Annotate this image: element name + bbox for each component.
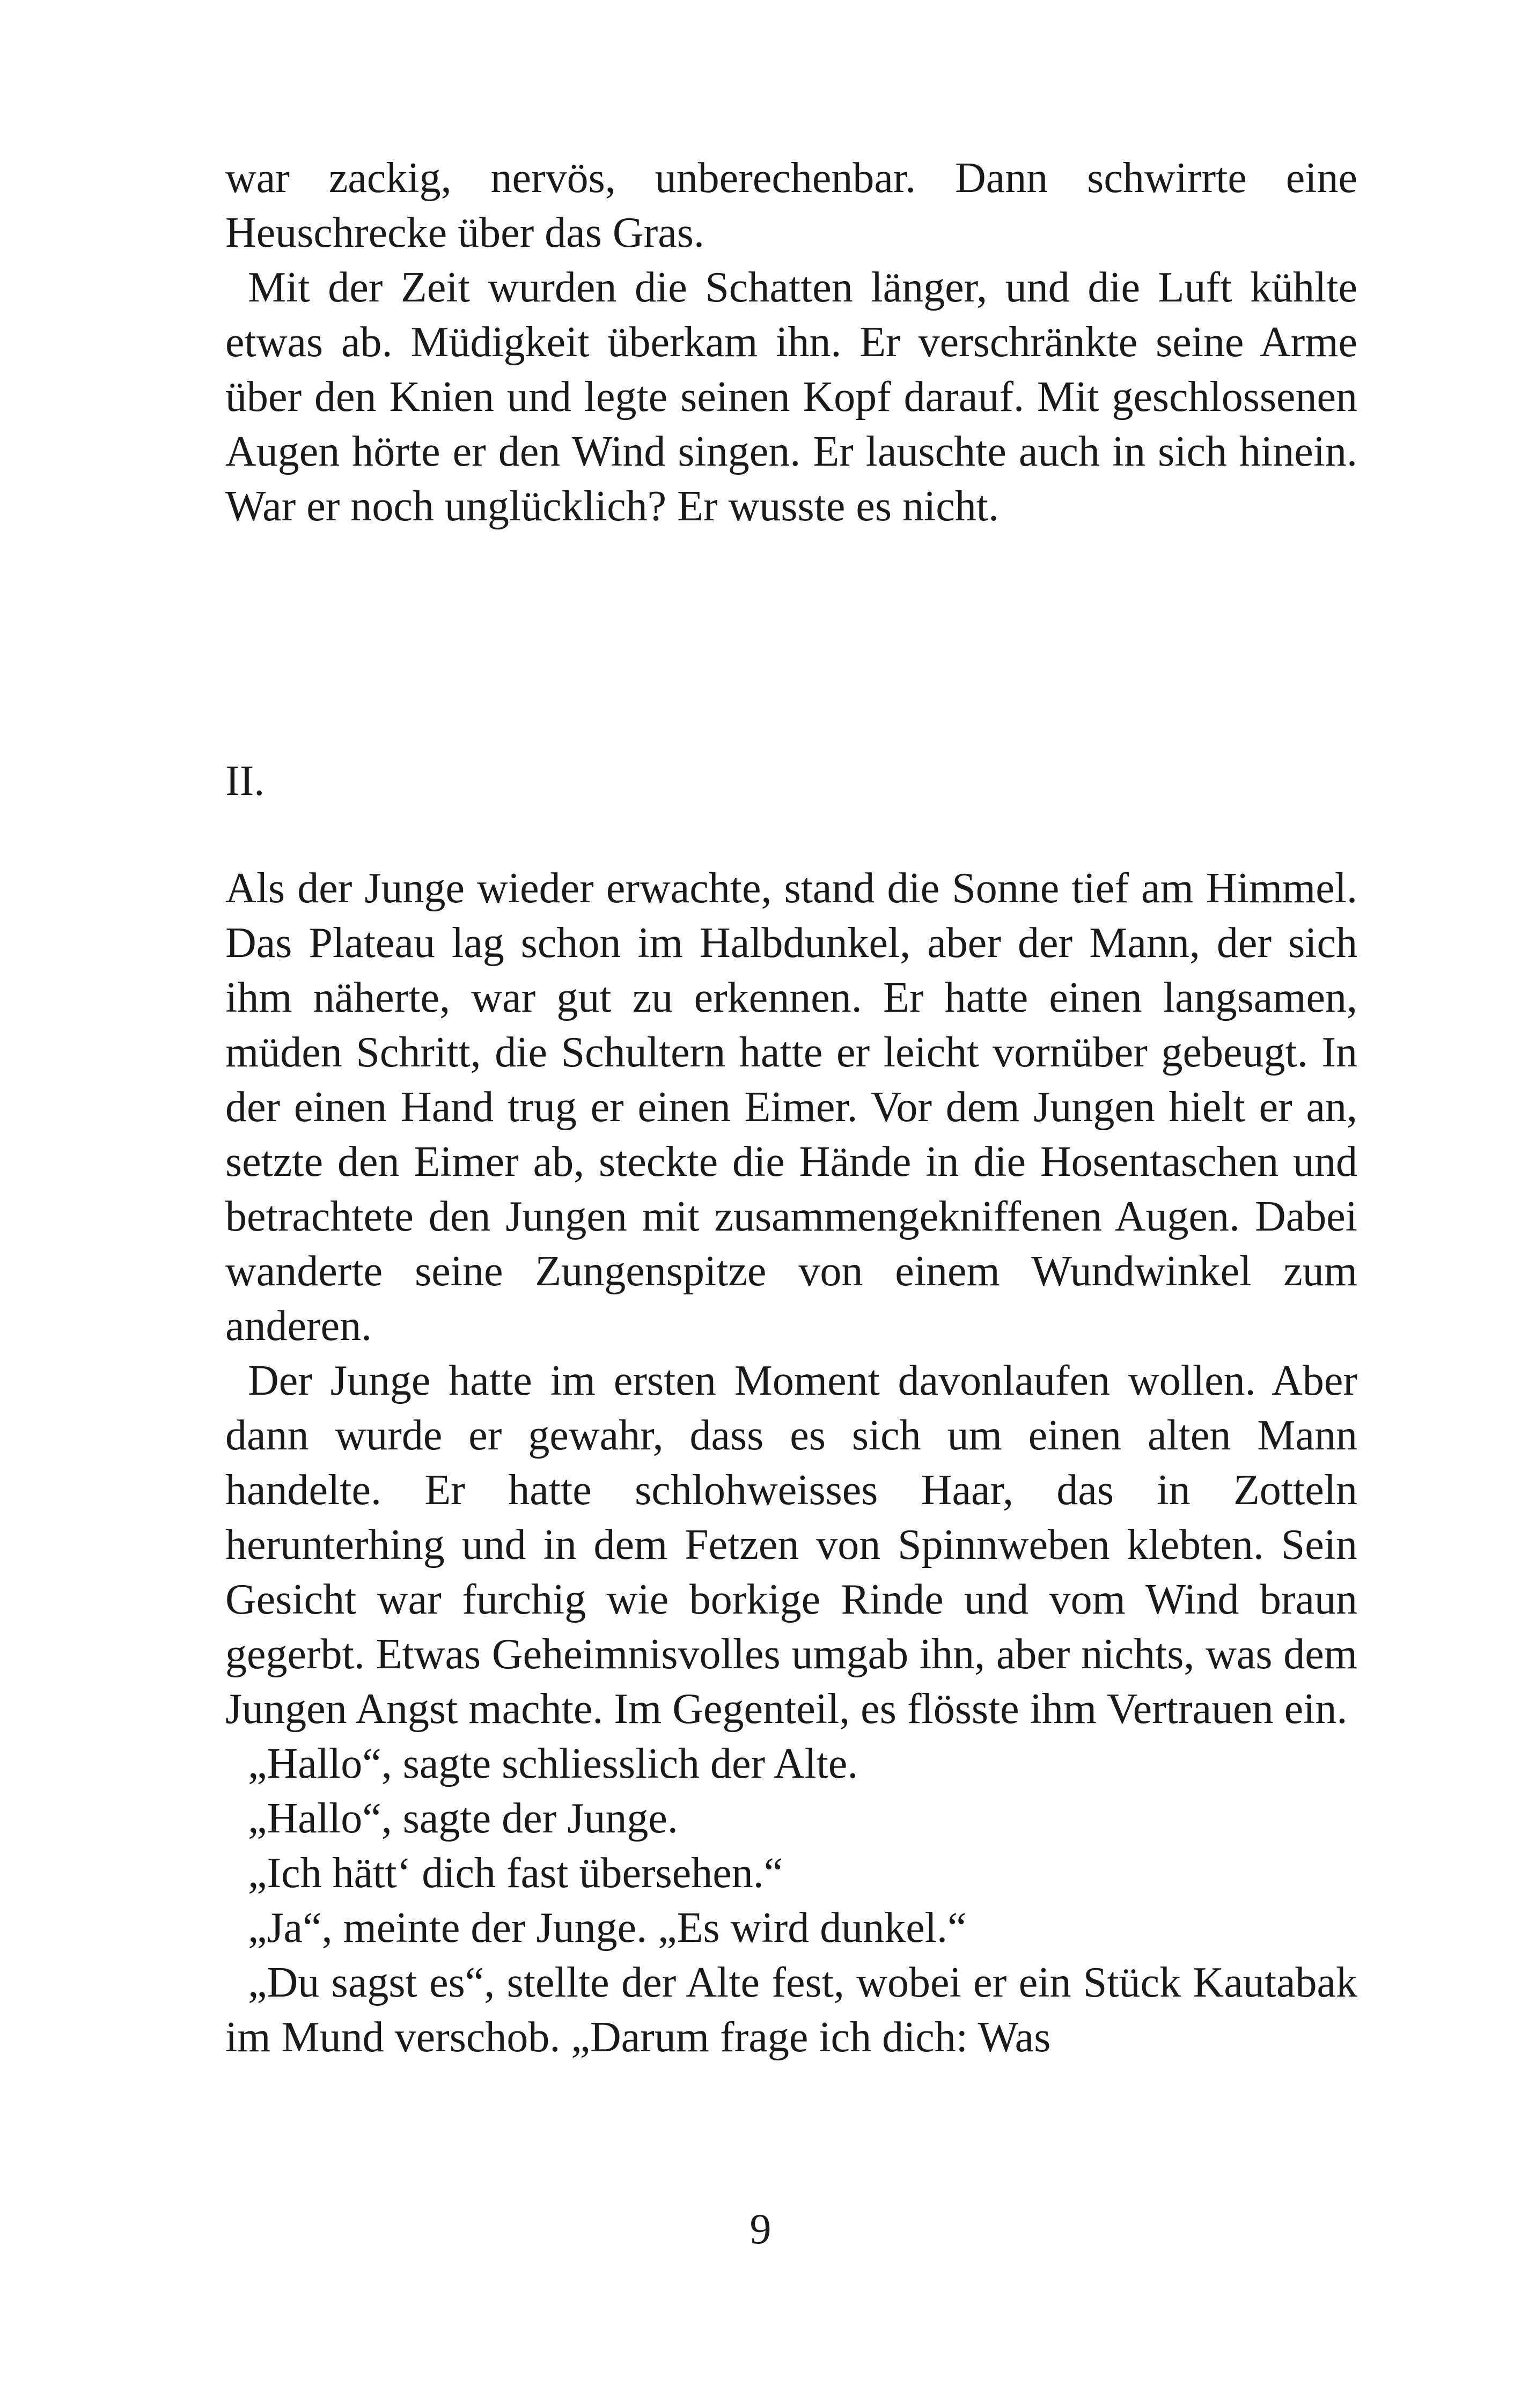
section-heading: II. <box>225 757 265 805</box>
page-number: 9 <box>750 2206 771 2253</box>
paragraph: war zackig, nervös, unberechenbar. Dann schwirrte eine Heuschrecke über das Gras. <box>225 154 1357 256</box>
dialogue-line: „Ja“, meinte der Junge. „Es wird dunkel.“ <box>248 1904 967 1952</box>
main-text-block <box>225 861 1357 2065</box>
dialogue-line: „Hallo“, sagte der Junge. <box>248 1795 678 1842</box>
paragraph: Der Junge hatte im ersten Moment davonlaufen wollen. Aber dann wurde er gewahr, dass es sich um einen alten Mann handelte. Er hatte schlohweisses Haar, das in Zotteln herunterhing und in dem Fetzen von Spinnweben klebten. Sein Gesicht war furchig wie borkige Rinde und vom Wind braun gegerbt. Etwas Geheimnisvolles umgab ihn, aber nichts, was dem Jungen Angst machte. Im Gegenteil, es flösste ihm Vertrauen ein. <box>225 1357 1357 1733</box>
paragraph: Als der Junge wieder erwachte, stand die Sonne tief am Himmel. Das Plateau lag schon im Halbdunkel, aber der Mann, der sich ihm näherte, war gut zu erkennen. Er hatte einen langsamen, müden Schritt, die Schultern hatte er leicht vornüber gebeugt. In der einen Hand trug er einen Eimer. Vor dem Jungen hielt er an, setzte den Eimer ab, steckte die Hände in die Hosentaschen und betrachtete den Jungen mit zusammengekniffenen Augen. Dabei wanderte seine Zungenspitze von einem Wundwinkel zum anderen. <box>225 865 1357 1350</box>
dialogue-line: „Hallo“, sagte schliesslich der Alte. <box>248 1740 858 1787</box>
top-text-block <box>225 151 1357 534</box>
dialogue-line: „Ich hätt‘ dich fast übersehen.“ <box>248 1850 783 1897</box>
dialogue-line: „Du sagst es“, stellte der Alte fest, wobei er ein Stück Kautabak im Mund verschob. „Darum frage ich dich: Was <box>225 1959 1357 2061</box>
paragraph: Mit der Zeit wurden die Schatten länger, und die Luft kühlte etwas ab. Müdigkeit überkam ihn. Er verschränkte seine Arme über den Knien und legte seinen Kopf darauf. Mit geschlossenen Augen hörte er den Wind singen. Er lauschte auch in sich hinein. War er noch unglücklich? Er wusste es nicht. <box>225 264 1357 530</box>
